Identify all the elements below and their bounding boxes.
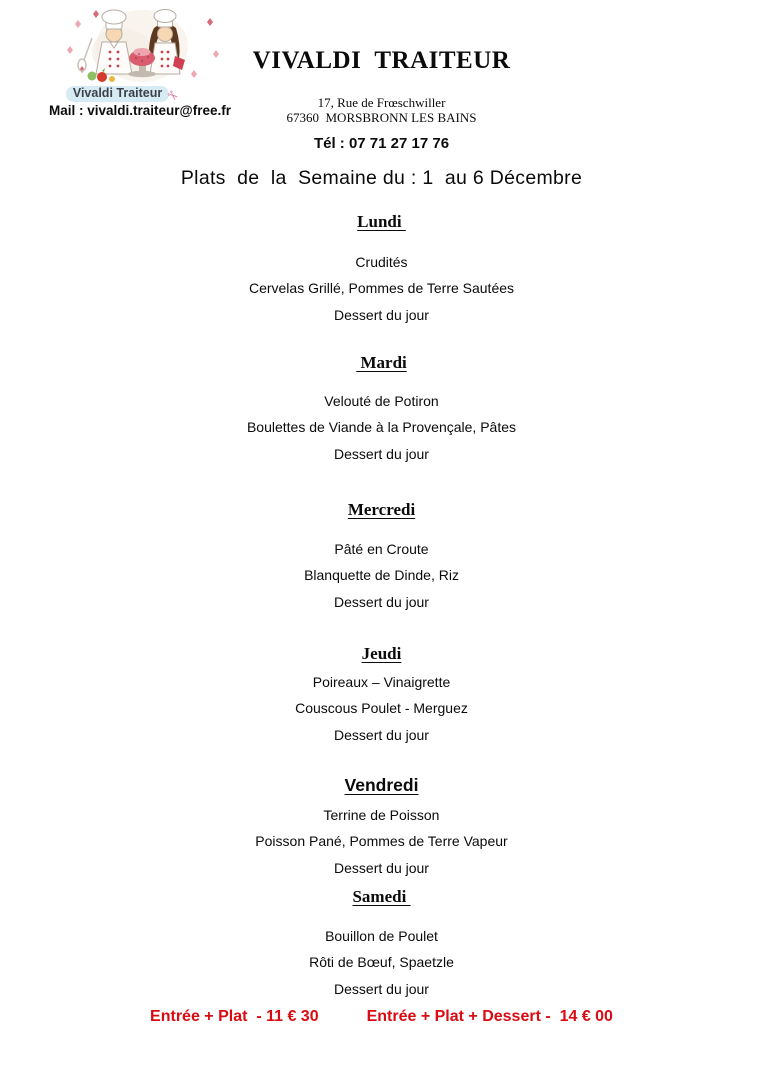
day-header-mardi: Mardi: [356, 353, 407, 372]
menu-item: Couscous Poulet - Merguez: [295, 700, 468, 716]
logo-caption: Vivaldi Traiteur: [66, 86, 169, 102]
week-title: Plats de la Semaine du : 1 au 6 Décembre: [180, 167, 583, 189]
menu-item: Dessert du jour: [334, 727, 429, 743]
menu-item: Boulettes de Viande à la Provençale, Pâtes: [246, 419, 517, 435]
day-header-vendredi: Vendredi: [344, 775, 419, 795]
menu-item: Velouté de Potiron: [324, 393, 439, 409]
menu-item: Dessert du jour: [334, 860, 429, 876]
price-footer: [0, 1008, 763, 1026]
price-entree-plat: Entrée + Plat - 11 € 30: [150, 1008, 319, 1025]
menu-item: Dessert du jour: [334, 307, 429, 323]
menu-item: Crudités: [355, 254, 408, 270]
day-header-mercredi: Mercredi: [347, 500, 416, 519]
day-header-lundi: Lundi: [357, 212, 406, 231]
menu-item: Terrine de Poisson: [323, 807, 440, 823]
business-title: VIVALDI TRAITEUR: [252, 47, 511, 74]
menu-item: Poireaux – Vinaigrette: [312, 674, 451, 690]
menu-item: Rôti de Bœuf, Spaetzle: [309, 954, 454, 970]
menu-item: Dessert du jour: [334, 981, 429, 997]
address-line-1: 17, Rue de Frœschwiller: [317, 95, 446, 110]
day-header-samedi: Samedi: [352, 887, 411, 906]
phone-number: Tél : 07 71 27 17 76: [313, 135, 450, 152]
menu-item: Pâté en Croute: [334, 541, 429, 557]
menu-item: Cervelas Grillé, Pommes de Terre Sautées: [248, 280, 515, 296]
contact-email: Mail : vivaldi.traiteur@free.fr: [49, 103, 231, 118]
address-line-2: 67360 MORSBRONN LES BAINS: [286, 110, 477, 125]
menu-item: Dessert du jour: [334, 446, 429, 462]
menu-item: Bouillon de Poulet: [325, 928, 438, 944]
menu-item: Poisson Pané, Pommes de Terre Vapeur: [255, 833, 508, 849]
menu-item: Dessert du jour: [334, 594, 429, 610]
day-header-jeudi: Jeudi: [361, 644, 402, 663]
price-entree-plat-dessert: Entrée + Plat + Dessert - 14 € 00: [366, 1008, 613, 1025]
menu-item: Blanquette de Dinde, Riz: [304, 567, 459, 583]
scissors-icon: ✂: [164, 86, 183, 105]
